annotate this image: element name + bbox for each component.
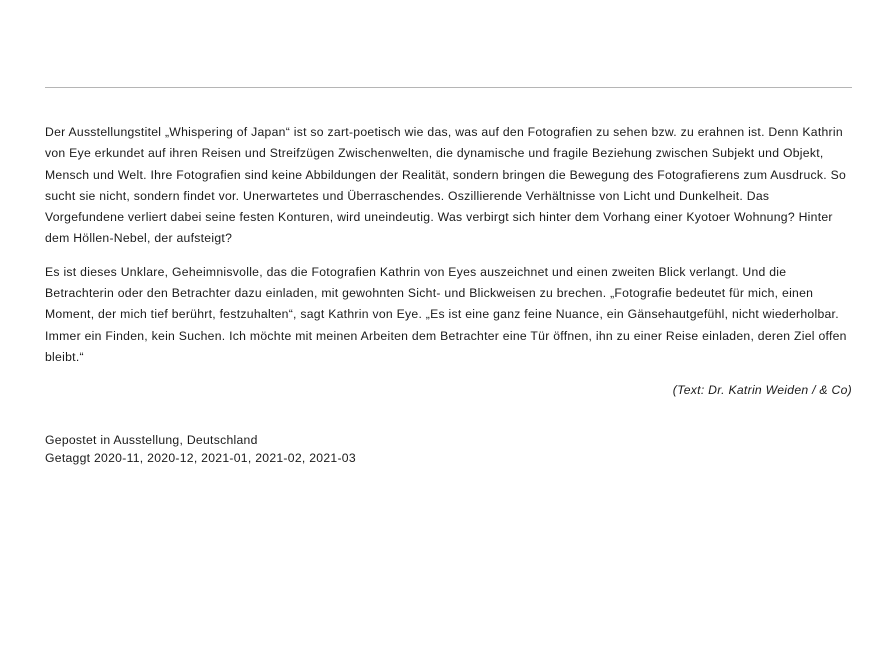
posted-in-line <box>45 431 852 449</box>
tag-link-2020-11[interactable]: 2020-11 <box>94 451 140 465</box>
paragraph-1: Der Ausstellungstitel „Whispering of Japan“ ist so zart-poetisch wie das, was auf den Fotografien zu sehen bzw. zu erahnen ist. Denn Kathrin von Eye erkundet auf ihren Reisen und Streifzügen Zwischenwelten, die dynamische und fragile Beziehung zwischen Subjekt und Objekt, Mensch und Welt. Ihre Fotografien sind keine Abbildungen der Realität, sondern bringen die Bewegung des Fotografierens zum Ausdruck. So sucht sie nicht, sondern findet vor. Unerwartetes und Überraschendes. Oszillierende Verhältnisse von Licht und Dunkelheit. Das Vorgefundene verliert dabei seine festen Konturen, wird uneindeutig. Was verbirgt sich hinter dem Vorhang einer Kyotoer Wohnung? Hinter dem Höllen-Nebel, der aufsteigt? <box>45 125 847 246</box>
tag-link-2021-01[interactable]: 2021-01 <box>201 451 248 465</box>
divider-line <box>45 87 852 88</box>
tagged-line <box>45 449 852 467</box>
separator: , <box>179 433 187 447</box>
tag-link-2021-03[interactable]: 2021-03 <box>309 451 356 465</box>
separator: , <box>301 451 310 465</box>
category-link-ausstellung[interactable]: Ausstellung <box>113 433 180 447</box>
tag-link-2020-12[interactable]: 2020-12 <box>147 451 194 465</box>
tag-link-2021-02[interactable]: 2021-02 <box>255 451 302 465</box>
paragraph-2: Es ist dieses Unklare, Geheimnisvolle, das die Fotografien Kathrin von Eyes auszeichnet und einen zweiten Blick verlangt. Und die Betrachterin oder den Betrachter dazu einladen, mit gewohnten Sicht- und Blickweisen zu brechen. „Fotografie bedeutet für mich, einen Moment, der mich tief berührt, festzuhalten“, sagt Kathrin von Eye. „Es ist eine ganz feine Nuance, ein Gänsehautgefühl, nicht wiederholbar. Immer ein Finden, kein Suchen. Ich möchte mit meinen Arbeiten dem Betrachter eine Tür öffnen, ihn zu einer Reise einladen, deren Ziel offen bleibt.“ <box>45 264 847 364</box>
separator: , <box>247 451 256 465</box>
separator: , <box>139 451 148 465</box>
tagged-label: Getaggt <box>45 451 94 465</box>
post-meta <box>45 431 852 467</box>
text-credit: (Text: Dr. Katrin Weiden / & Co) <box>672 383 852 398</box>
article-body <box>45 122 852 414</box>
posted-in-label: Gepostet in <box>45 433 114 447</box>
category-link-deutschland[interactable]: Deutschland <box>186 433 258 447</box>
separator: , <box>193 451 202 465</box>
